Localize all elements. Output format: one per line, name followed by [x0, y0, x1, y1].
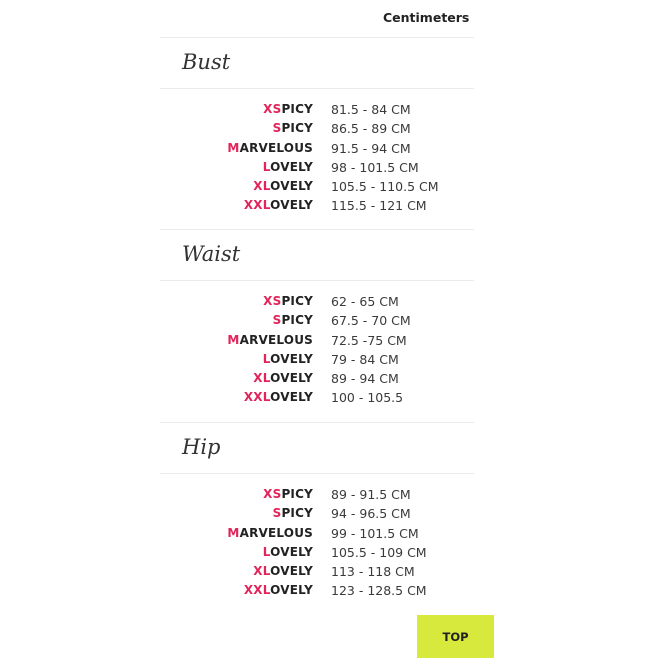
size-row — [160, 350, 474, 369]
size-list-waist — [160, 292, 474, 408]
size-label — [273, 504, 313, 523]
divider — [160, 229, 474, 230]
divider — [160, 473, 474, 474]
size-prefix: S — [272, 506, 282, 521]
size-suffix: ARVELOUS — [239, 140, 313, 155]
size-list-bust — [160, 100, 474, 216]
divider — [160, 88, 474, 89]
size-row — [160, 543, 474, 562]
size-label — [227, 524, 313, 543]
size-suffix: OVELY — [270, 351, 313, 366]
size-suffix: OVELY — [270, 583, 313, 598]
size-measurement: 98 - 101.5 CM — [331, 159, 419, 175]
size-label — [227, 139, 313, 158]
size-suffix: ARVELOUS — [239, 332, 313, 347]
divider — [160, 280, 474, 281]
size-measurement: 100 - 105.5 — [331, 390, 404, 406]
size-row — [160, 177, 474, 196]
size-prefix: M — [227, 140, 240, 155]
size-suffix: OVELY — [270, 159, 313, 174]
size-label — [263, 543, 313, 562]
size-label — [263, 350, 313, 369]
size-measurement: 123 - 128.5 CM — [331, 583, 427, 599]
size-row — [160, 139, 474, 158]
size-measurement: 94 - 96.5 CM — [331, 506, 411, 522]
size-suffix: OVELY — [270, 371, 313, 386]
size-label — [253, 562, 313, 581]
size-row — [160, 100, 474, 119]
size-measurement: 99 - 101.5 CM — [331, 525, 419, 541]
size-row — [160, 562, 474, 581]
size-prefix: XL — [253, 371, 271, 386]
back-to-top-button[interactable]: TOP — [417, 615, 494, 658]
size-prefix: XS — [263, 487, 282, 501]
size-row — [160, 158, 474, 177]
size-measurement: 105.5 - 110.5 CM — [331, 179, 439, 195]
section-title-waist: Waist — [182, 242, 241, 266]
size-measurement: 91.5 - 94 CM — [331, 140, 411, 156]
size-prefix: L — [262, 159, 271, 174]
size-measurement: 113 - 118 CM — [331, 564, 415, 580]
size-prefix: S — [272, 121, 282, 136]
size-suffix: PICY — [281, 102, 313, 116]
size-label — [273, 119, 313, 138]
size-label — [263, 100, 313, 119]
size-prefix: S — [272, 313, 282, 328]
size-row — [160, 196, 474, 215]
size-label — [227, 331, 313, 350]
size-row — [160, 292, 474, 311]
size-measurement: 115.5 - 121 CM — [331, 198, 427, 214]
size-measurement: 79 - 84 CM — [331, 351, 399, 367]
size-row — [160, 119, 474, 138]
size-measurement: 67.5 - 70 CM — [331, 313, 411, 329]
size-label — [273, 311, 313, 330]
size-row — [160, 311, 474, 330]
size-suffix: PICY — [281, 294, 313, 308]
size-prefix: M — [227, 525, 240, 540]
size-prefix: XS — [263, 102, 282, 116]
size-suffix: PICY — [281, 506, 313, 521]
size-suffix: PICY — [281, 121, 313, 136]
size-suffix: OVELY — [270, 544, 313, 559]
size-suffix: OVELY — [270, 198, 313, 213]
size-measurement: 62 - 65 CM — [331, 294, 399, 309]
size-suffix: OVELY — [270, 390, 313, 405]
size-measurement: 89 - 94 CM — [331, 371, 399, 387]
size-measurement: 81.5 - 84 CM — [331, 102, 411, 117]
size-list-hip — [160, 485, 474, 601]
size-measurement: 89 - 91.5 CM — [331, 487, 411, 502]
size-prefix: XXL — [243, 583, 271, 598]
size-label — [244, 581, 313, 600]
size-measurement: 72.5 -75 CM — [331, 332, 407, 348]
size-label — [244, 196, 313, 215]
size-suffix: ARVELOUS — [239, 525, 313, 540]
size-prefix: XL — [253, 564, 271, 579]
size-measurement: 86.5 - 89 CM — [331, 121, 411, 137]
unit-header: Centimeters — [383, 10, 470, 25]
size-prefix: L — [262, 351, 271, 366]
divider — [160, 422, 474, 423]
size-label — [263, 485, 313, 504]
size-suffix: PICY — [281, 487, 313, 501]
size-prefix: M — [227, 332, 240, 347]
size-row — [160, 504, 474, 523]
size-prefix: XS — [263, 294, 282, 308]
section-title-bust: Bust — [182, 50, 231, 74]
size-row — [160, 524, 474, 543]
size-row — [160, 388, 474, 407]
size-label — [263, 292, 313, 311]
section-title-hip: Hip — [182, 435, 221, 459]
size-row — [160, 369, 474, 388]
divider — [160, 37, 474, 38]
size-suffix: PICY — [281, 313, 313, 328]
size-measurement: 105.5 - 109 CM — [331, 544, 427, 560]
size-row — [160, 581, 474, 600]
size-prefix: L — [262, 544, 271, 559]
size-label — [253, 369, 313, 388]
size-prefix: XL — [253, 179, 271, 194]
size-row — [160, 331, 474, 350]
size-suffix: OVELY — [270, 179, 313, 194]
size-prefix: XXL — [243, 390, 271, 405]
size-label — [253, 177, 313, 196]
size-suffix: OVELY — [270, 564, 313, 579]
size-label — [263, 158, 313, 177]
size-prefix: XXL — [243, 198, 271, 213]
size-label — [244, 388, 313, 407]
size-row — [160, 485, 474, 504]
